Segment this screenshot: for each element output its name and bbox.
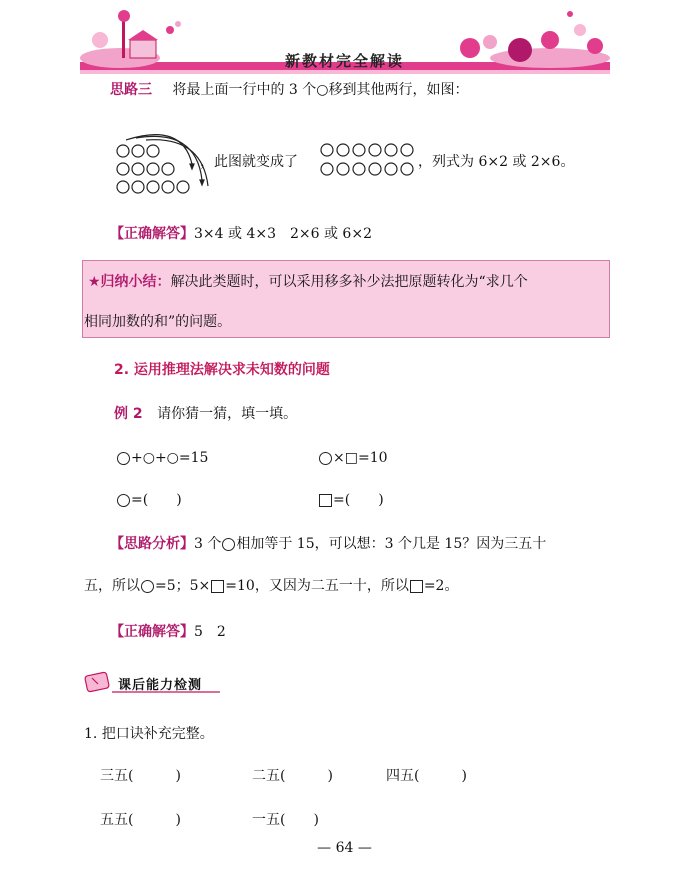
answer1-line [110, 224, 372, 244]
analysis-text-1b: 相加等于 15，可以想：3 个几是 15？因为三五十 [236, 536, 547, 552]
answer1-text: 3×4 或 4×3 2×6 或 6×2 [194, 226, 372, 242]
practice-row2-item-2: 一五( ) [252, 812, 319, 828]
summary-text-2: 相同加数的和”的问题。 [84, 314, 232, 330]
page-number: — 64 — [317, 840, 372, 856]
idea3-line [110, 80, 468, 100]
practice-q1: 1. 把口诀补充完整。 [84, 726, 214, 742]
analysis-line-1 [110, 534, 546, 554]
equation-square [318, 448, 388, 468]
practice-row1-item-1: 三五( ) [100, 768, 181, 784]
answer-circle-blank [116, 490, 182, 510]
answer-circle-blank-text: =( ) [131, 492, 182, 508]
equation-circles-ops: +○+○=15 [131, 450, 209, 466]
summary-line-1 [88, 272, 528, 292]
idea3-after-text: ，列式为 6×2 或 2×6。 [418, 154, 575, 170]
circle-symbol-icon [141, 580, 154, 593]
analysis-text-1a: 3 个 [194, 536, 222, 552]
analysis-text-2c: =10，又因为二五一十，所以 [225, 578, 409, 594]
circle-symbol-icon [319, 452, 332, 465]
practice-row1-item-3: 四五( ) [386, 768, 467, 784]
analysis-text-2d: =2。 [423, 578, 459, 594]
circle-symbol-icon [117, 452, 130, 465]
circle-move-figure [112, 128, 212, 198]
analysis-text-2a: 五，所以 [84, 578, 140, 594]
answer2-text: 5 2 [194, 624, 226, 640]
analysis-label: 【思路分析】 [110, 536, 194, 552]
idea3-text: 将最上面一行中的 3 个○移到其他两行，如图： [172, 82, 469, 98]
header-title: 新教材完全解读 [284, 52, 404, 70]
result-circles-figure [318, 140, 420, 180]
practice-row2-item-1: 五五( ) [100, 812, 181, 828]
circle-symbol-icon [117, 494, 130, 507]
equation-circles [116, 448, 208, 468]
square-symbol-icon [410, 580, 423, 593]
section2-title: 2. 运用推理法解决求未知数的问题 [114, 362, 330, 378]
practice-row1-item-2: 二五( ) [252, 768, 333, 784]
circle-symbol-icon [222, 538, 235, 551]
idea3-mid-text: ，此图就变成了 [200, 154, 298, 170]
analysis-text-2b: =5；5× [155, 578, 211, 594]
example2-label: 例 2 [114, 406, 143, 422]
answer1-label: 【正确解答】 [110, 226, 194, 242]
summary-label: ★归纳小结： [88, 274, 171, 290]
square-symbol-icon [319, 494, 332, 507]
answer2-label: 【正确解答】 [110, 624, 194, 640]
notebook-icon [85, 672, 110, 692]
answer-square-blank [318, 490, 384, 510]
answer-square-blank-text: =( ) [333, 492, 384, 508]
answer2-line [110, 622, 226, 642]
example2-text: 请你猜一猜，填一填。 [157, 406, 298, 422]
practice-section-label: 课后能力检测 [118, 678, 203, 693]
example2-line [114, 404, 297, 424]
idea3-label: 思路三 [110, 82, 152, 98]
square-symbol-icon [211, 580, 224, 593]
analysis-line-2 [84, 576, 458, 596]
summary-text-1: 解决此类题时，可以采用移多补少法把原题转化为“求几个 [170, 274, 528, 290]
equation-square-ops: ×□=10 [333, 450, 388, 466]
